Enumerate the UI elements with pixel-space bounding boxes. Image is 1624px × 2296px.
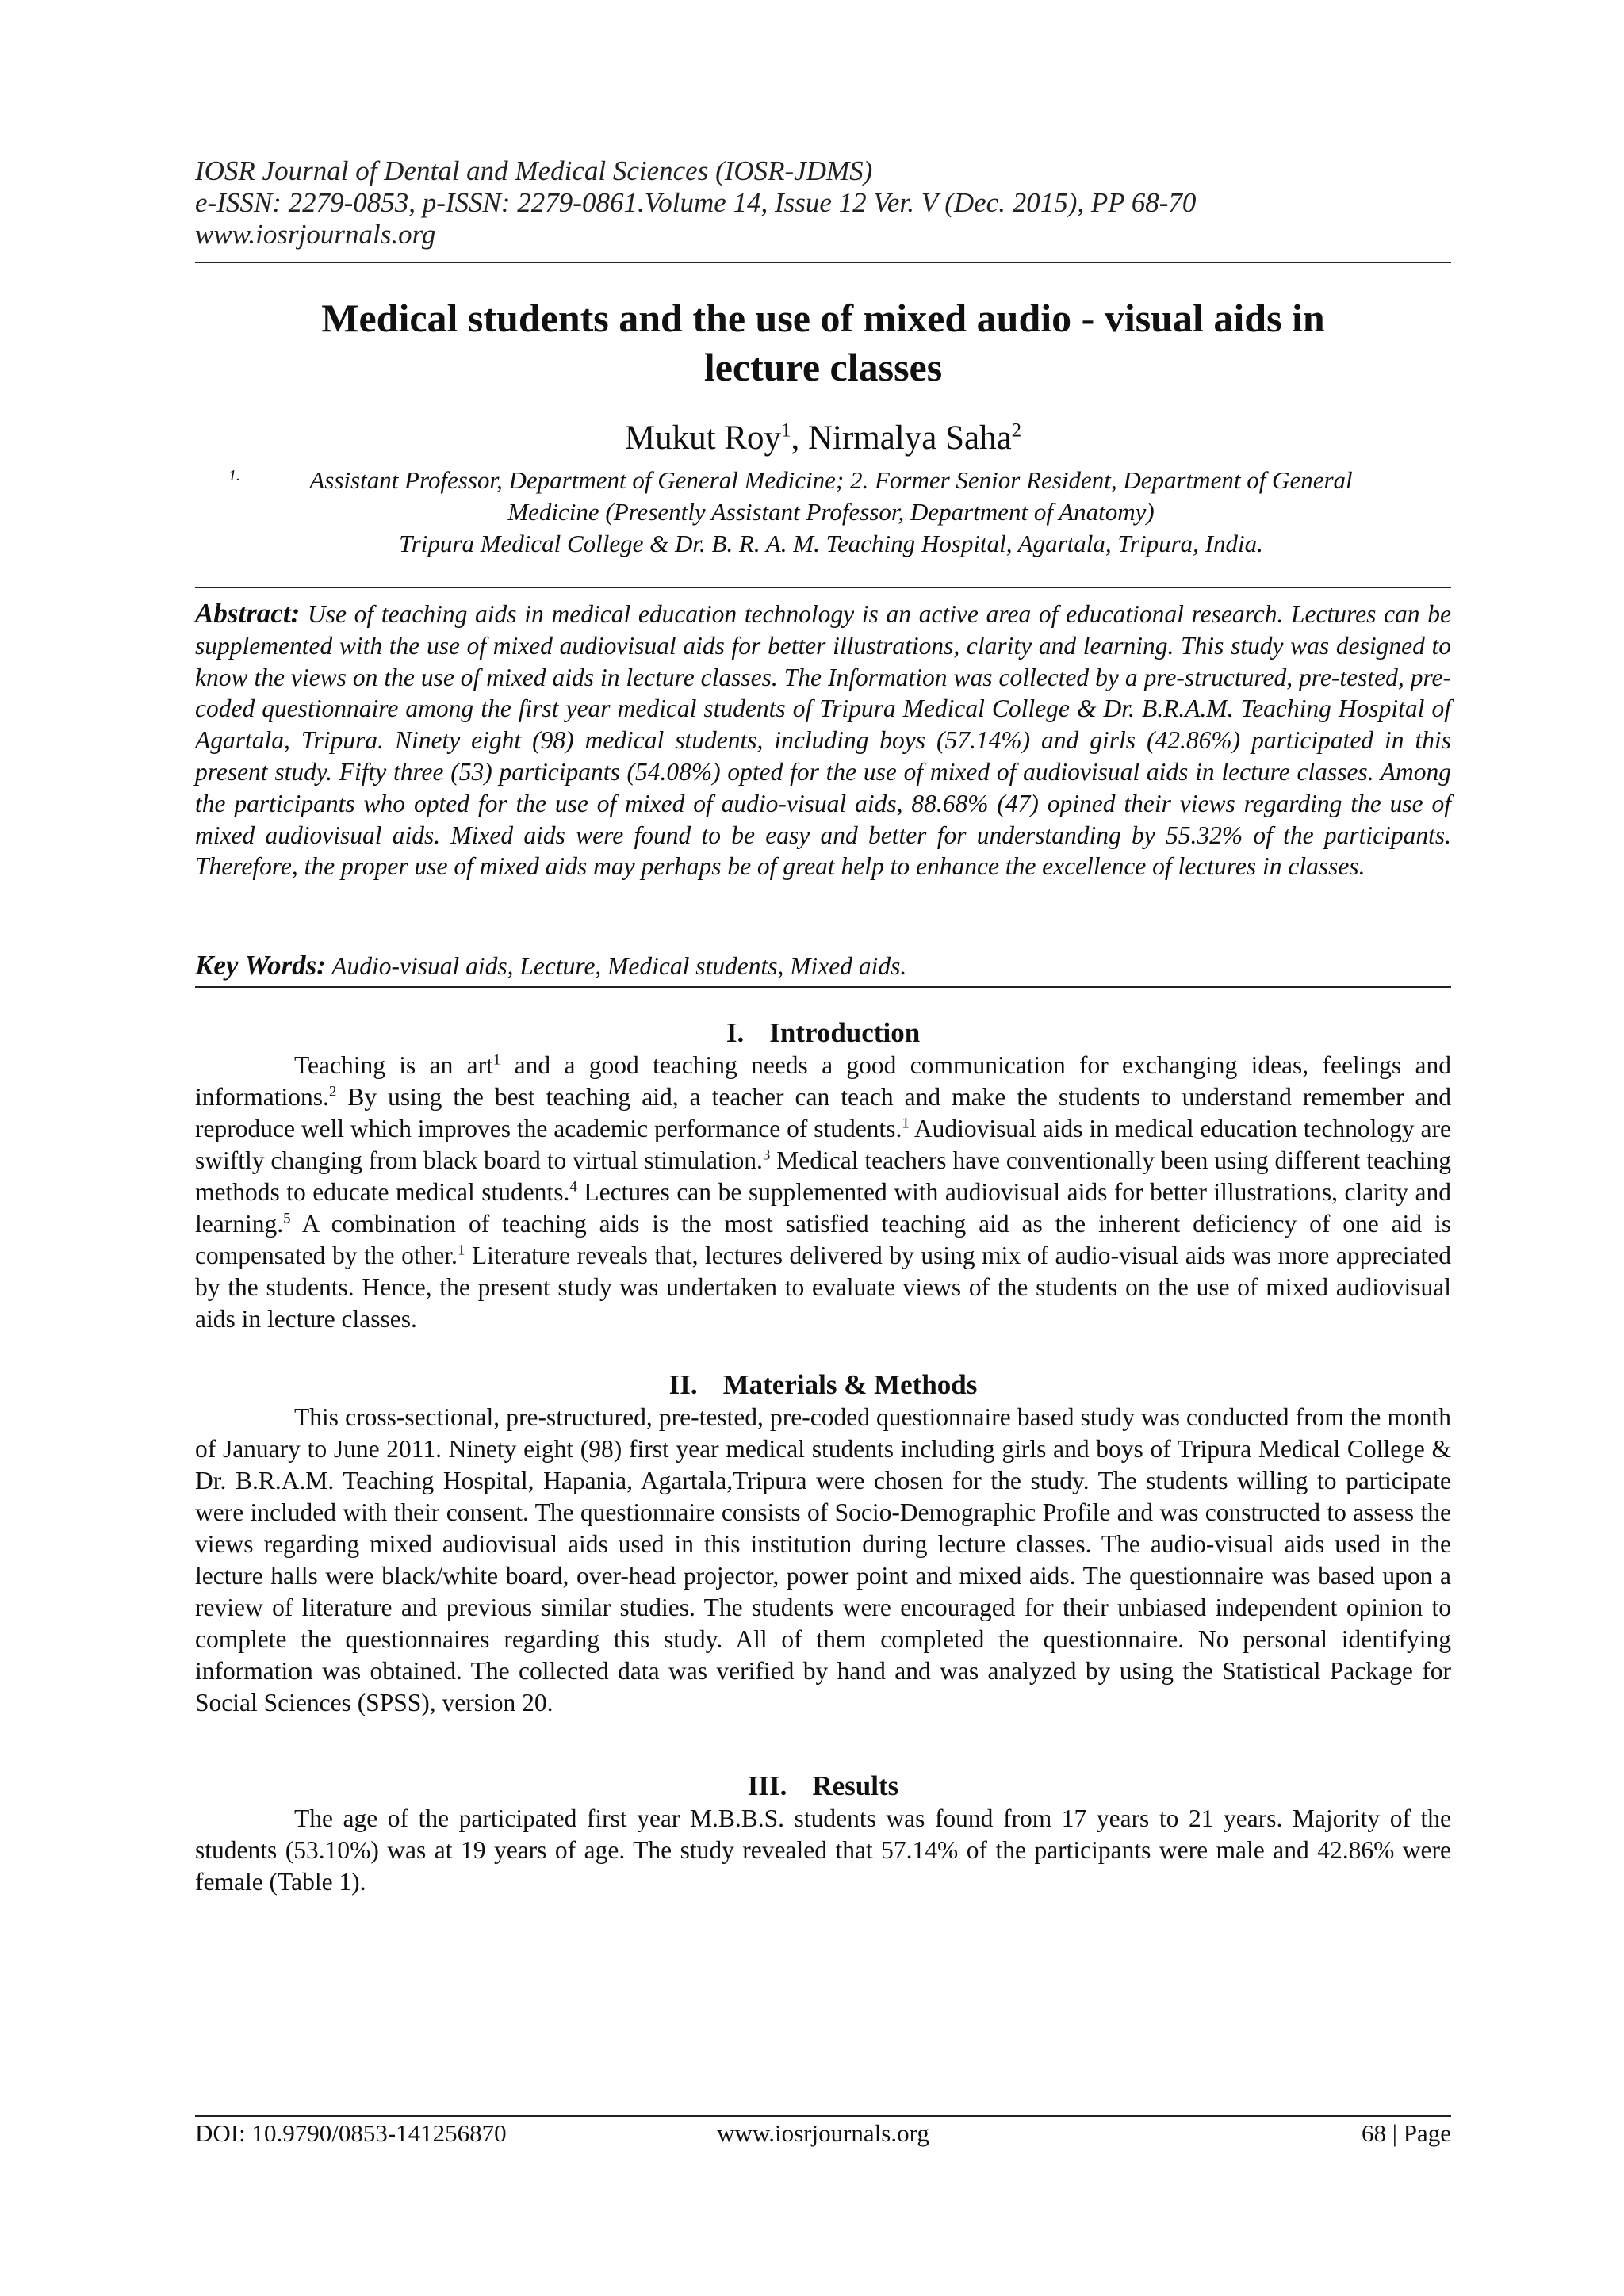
affiliation-mark: 1. [228,467,240,484]
journal-website: www.iosrjournals.org [195,219,436,250]
text-run: and a good teaching needs a good communication for exchanging ideas, feelings and informations. [195,1051,1451,1111]
text-run: Literature reveals that, lectures delivered by using mix of audio-visual aids was more appreciated by the students. Hence, the present study was undertaken to evaluate views of the students on the use of mixed audiovisual aids in lecture classes. [195,1242,1451,1333]
section-heading-introduction [195,1016,1451,1050]
introduction-paragraph [195,1050,1451,1335]
keywords-label: Key Words: [195,950,326,981]
section-number: II. [668,1369,698,1400]
title-line-1: Medical students and the use of mixed audio - visual aids in [321,296,1325,340]
title-line-2: lecture classes [703,345,943,389]
citation-mark: 5 [283,1210,291,1227]
header-rule [195,262,1451,263]
author-name: Nirmalya Saha [807,419,1012,457]
citation-mark: 1 [492,1051,501,1069]
results-paragraph: The age of the participated first year M.B.B.S. students was found from 17 years to 21 years. Majority of the students (53.10%) was at 19 years of age. The study revealed that 57.14% of the participants were male and 42.86% were female (Table 1). [195,1804,1451,1896]
author-affiliation-mark: 2 [1011,419,1022,442]
results-body [195,1803,1451,1898]
abstract-label: Abstract: [195,598,301,629]
citation-mark: 1 [902,1115,910,1132]
text-run: Medical teachers have conventionally been using different teaching methods to educate medical students. [195,1146,1451,1206]
journal-page [195,0,1451,2296]
text-run: By using the best teaching aid, a teacher can teach and make the students to understand remember and reproduce well which improves the academic performance of students. [195,1083,1451,1142]
author-affiliation-mark: 1 [780,419,791,442]
abstract-top-rule [195,587,1451,588]
section-number: III. [747,1770,787,1801]
section-title: Results [812,1770,899,1801]
citation-mark: 2 [328,1083,337,1100]
affiliations [211,465,1451,560]
text-run: Teaching is an art [294,1051,493,1079]
section-number: I. [726,1017,745,1048]
section-heading-results [195,1770,1451,1803]
article-title [195,293,1451,392]
keywords-text: Audio-visual aids, Lecture, Medical students, Mixed aids. [331,952,907,980]
affiliation-line: Tripura Medical College & Dr. B. R. A. M. Teaching Hospital, Agartala, Tripura, India. [399,530,1263,557]
affiliation-line: Assistant Professor, Department of General Medicine; 2. Former Senior Resident, Department of General [309,466,1353,494]
introduction-body [195,1050,1451,1335]
issn-line: e-ISSN: 2279-0853, p-ISSN: 2279-0861.Volume 14, Issue 12 Ver. V (Dec. 2015), PP 68-70 [195,187,1197,218]
text-run: A combination of teaching aids is the most satisfied teaching aid as the inherent deficiency of one aid is compensated by the other. [195,1210,1451,1269]
footer-rule [195,2115,1451,2117]
citation-mark: 3 [762,1146,771,1164]
section-title: Materials & Methods [722,1369,978,1400]
text-run: Lectures can be supplemented with audiovisual aids for better illustrations, clarity and learning. [195,1178,1451,1238]
journal-name: IOSR Journal of Dental and Medical Sciences (IOSR-JDMS) [195,155,873,186]
citation-mark: 1 [457,1242,465,1259]
abstract-bottom-rule [195,986,1451,988]
journal-header [195,155,1451,251]
section-heading-materials-methods [195,1368,1451,1402]
keywords [195,950,1451,982]
section-title: Introduction [769,1017,921,1048]
abstract [195,598,1451,882]
text-run: Audiovisual aids in medical education technology are swiftly changing from black board to virtual stimulation. [195,1115,1452,1174]
author-name: Mukut Roy [624,419,781,457]
abstract-text: Use of teaching aids in medical education technology is an active area of educational research. Lectures can be supplemented with the use of mixed audiovisual aids for better illustrations, clarity and learning. This study was designed to know the views on the use of mixed aids in lecture classes. The Information was collected by a pre-structured, pre-tested, pre-coded questionnaire among the first year medical students of Tripura Medical College & Dr. B.R.A.M. Teaching Hospital of Agartala, Tripura. Ninety eight (98) medical students, including boys (57.14%) and girls (42.86%) participated in this present study. Fifty three (53) participants (54.08%) opted for the use of mixed of audiovisual aids in lecture classes. Among the participants who opted for the use of mixed of audio-visual aids, 88.68% (47) opined their views regarding the use of mixed audiovisual aids. Mixed aids were found to be easy and better for understanding by 55.32% of the participants. Therefore, the proper use of mixed aids may perhaps be of great help to enhance the excellence of lectures in classes. [195,600,1452,881]
author-list [195,419,1451,458]
affiliation-line: Medicine (Presently Assistant Professor, Department of Anatomy) [508,498,1155,526]
citation-mark: 4 [569,1178,577,1196]
author-separator: , [791,419,808,457]
footer-website: www.iosrjournals.org [717,2119,929,2147]
footer-page-number: 68 | Page [1362,2119,1451,2147]
methods-body [195,1402,1451,1719]
methods-paragraph: This cross-sectional, pre-structured, pre-tested, pre-coded questionnaire based study was conducted from the month of January to June 2011. Ninety eight (98) first year medical students including girls and boys of Tripura Medical College & Dr. B.R.A.M. Teaching Hospital, Hapania, Agartala,Tripura were chosen for the study. The students willing to participate were included with their consent. The questionnaire consists of Socio-Demographic Profile and was constructed to assess the views regarding mixed audiovisual aids used in this institution during lecture classes. The audio-visual aids used in the lecture halls were black/white board, over-head projector, power point and mixed aids. The questionnaire was based upon a review of literature and previous similar studies. The students were encouraged for their unbiased independent opinion to complete the questionnaires regarding this study. All of them completed the questionnaire. No personal identifying information was obtained. The collected data was verified by hand and was analyzed by using the Statistical Package for Social Sciences (SPSS), version 20. [195,1403,1451,1716]
footer-doi: DOI: 10.9790/0853-141256870 [195,2119,507,2147]
